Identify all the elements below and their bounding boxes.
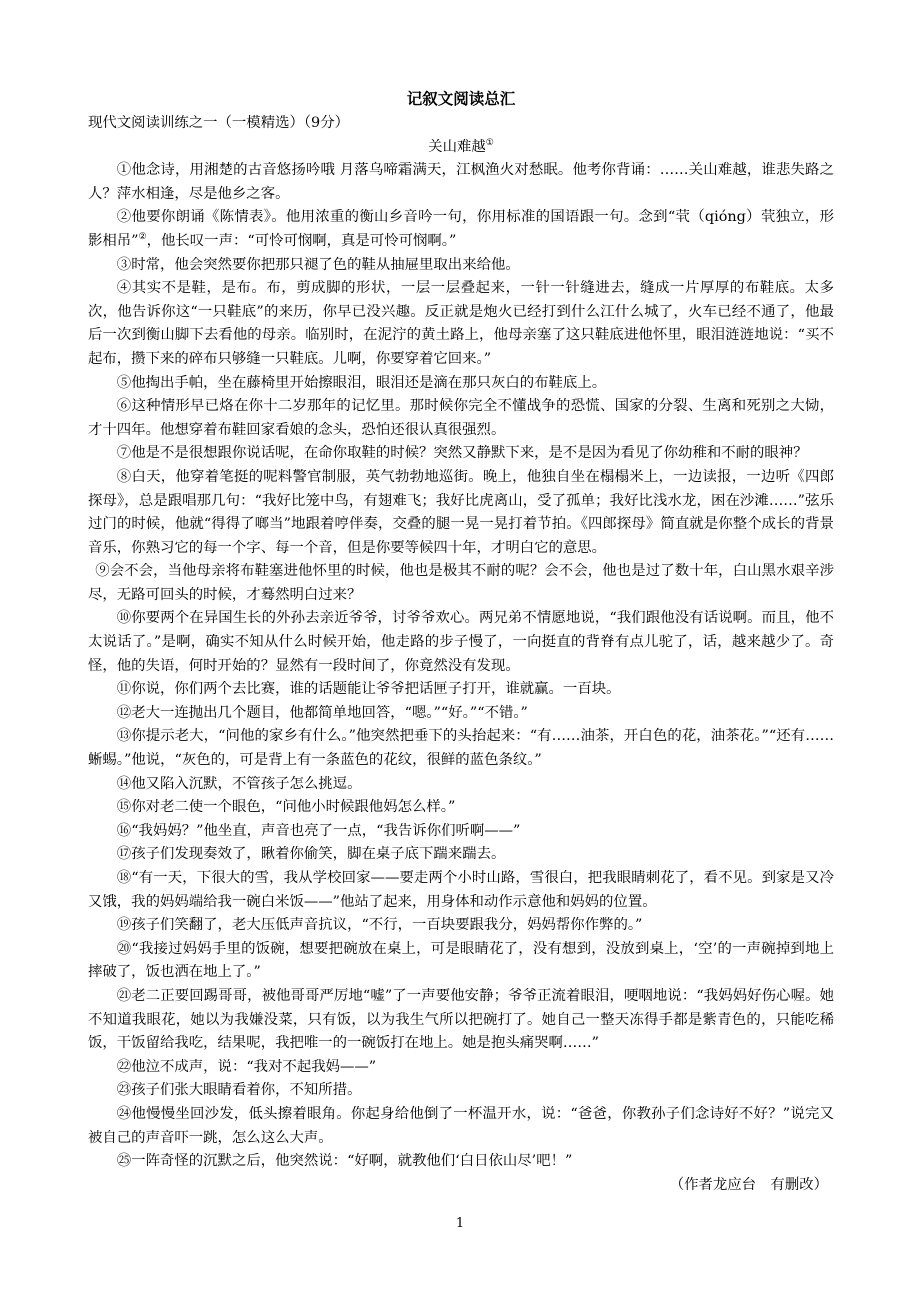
article-body xyxy=(88,159,834,1174)
article-title-text: 关山难越 xyxy=(428,138,486,155)
paragraph-number: ⑪ xyxy=(116,681,132,698)
paragraph-number: ㉔ xyxy=(116,1105,132,1122)
paragraph-text: 他掏出手帕，坐在藤椅里开始擦眼泪，眼泪还是滴在那只灰白的布鞋底上。 xyxy=(131,374,607,391)
paragraph-number: ⑭ xyxy=(116,775,132,792)
paragraph xyxy=(88,985,834,1056)
paragraph-number: ⑱ xyxy=(116,870,132,886)
paragraph-text: 他又陷入沉默，不管孩子怎么挑逗。 xyxy=(131,775,362,792)
article-title-footnote-mark: ① xyxy=(485,137,494,148)
paragraph-number: ⑰ xyxy=(116,846,132,863)
paragraph xyxy=(88,820,834,844)
footnote-mark: ② xyxy=(138,232,147,243)
paragraph xyxy=(88,607,834,678)
article-source: （作者龙应台 有删改） xyxy=(669,1176,828,1193)
page-number: 1 xyxy=(455,1216,465,1231)
paragraph-number: ⑫ xyxy=(116,704,132,721)
paragraph-number: ⑮ xyxy=(116,799,132,816)
document-title: 记叙文阅读总汇 xyxy=(406,89,516,108)
article-title xyxy=(88,136,834,160)
paragraph-number: ⑧ xyxy=(116,468,132,485)
paragraph-text: 孩子们张大眼睛看着你，不知所措。 xyxy=(131,1082,362,1099)
paragraph xyxy=(88,938,834,985)
paragraph-text: 他是不是很想跟你说话呢，在命你取鞋的时候？突然又静默下来，是不是因为看见了你幼稚和不耐的眼神？ xyxy=(131,445,808,462)
paragraph-text: 老大一连抛出几个题目，他都简单地回答，“嗯。”“好。”“不错。” xyxy=(131,704,528,721)
paragraph-number: ③ xyxy=(116,256,132,273)
paragraph-text: 你说，你们两个去比赛，谁的话题能让爷爷把话匣子打开，谁就赢。一百块。 xyxy=(131,681,621,698)
paragraph-number: ⑳ xyxy=(116,940,132,957)
paragraph xyxy=(88,1056,834,1080)
paragraph-number: ⑥ xyxy=(116,398,132,415)
exercise-subtitle: 现代文阅读训练之一（一模精选）（9分） xyxy=(88,115,349,131)
paragraph-text: 其实不是鞋，是布。布，剪成脚的形状，一层一层叠起来，一针一针缝进去，缝成一片厚厚的布鞋底。太多次，他告诉你这“一只鞋底”的来历，你早已没兴趣。反正就是炮火已经打到什么江什么城了，火车已经不通了，他最后一次到衡山脚下去看他的母亲。临别时，在泥泞的黄土路上，他母亲塞了这只鞋底进他怀里，眼泪涟涟地说：“买不起布，攒下来的碎布只够缝一只鞋底。儿啊，你要穿着它回来。” xyxy=(88,280,834,367)
paragraph xyxy=(88,914,834,938)
paragraph xyxy=(88,395,834,442)
paragraph-number: ⑨ xyxy=(95,563,110,580)
paragraph xyxy=(88,725,834,772)
paragraph-number: ㉓ xyxy=(116,1082,132,1099)
paragraph-text: 你提示老大，“问他的家乡有什么。”他突然把垂下的头抬起来：“有……油茶，开白色的花，油茶花。”“还有……蜥蜴。”他说，“灰色的，可是背上有一条蓝色的花纹，很鲜的蓝色条纹。” xyxy=(88,728,834,769)
paragraph xyxy=(88,843,834,867)
paragraph-text: 他念诗，用湘楚的古音悠扬吟哦 月落乌啼霜满天，江枫渔火对愁眠。他考你背诵：……关山难越，谁悲失路之人？萍水相逢，尽是他乡之客。 xyxy=(88,162,834,202)
paragraph-text: “有一天，下很大的雪，我从学校回家——要走两个小时山路，雪很白，把我眼睛刺花了，看不见。到家是又冷又饿，我的妈妈端给我一碗白米饭——”他站了起来，用身体和动作示意他和妈妈的位置。 xyxy=(88,870,834,910)
paragraph-number: ㉒ xyxy=(116,1058,132,1075)
paragraph-text-continued: ，他长叹一声：“可怜可悯啊，真是可怜可悯啊。” xyxy=(146,232,457,249)
paragraph xyxy=(88,678,834,702)
paragraph-number: ④ xyxy=(116,280,132,297)
paragraph xyxy=(88,159,834,206)
paragraph xyxy=(88,796,834,820)
paragraph-number: ② xyxy=(116,209,132,226)
paragraph xyxy=(88,277,834,371)
paragraph-text: 时常，他会突然要你把那只褪了色的鞋从抽屉里取出来给他。 xyxy=(131,256,520,273)
paragraph-text: 孩子们发现奏效了，瞅着你偷笑，脚在桌子底下踹来踹去。 xyxy=(131,846,506,863)
paragraph-text: 一阵奇怪的沉默之后，他突然说：“好啊，就教他们‘白日依山尽’吧！” xyxy=(131,1153,573,1170)
paragraph xyxy=(88,1079,834,1103)
paragraph-number: ⑦ xyxy=(116,445,132,462)
paragraph-text: “我接过妈妈手里的饭碗，想要把碗放在桌上，可是眼睛花了，没有想到，没放到桌上，‘空’的一声碗掉到地上摔破了，饭也洒在地上了。” xyxy=(88,940,834,981)
paragraph-number: ① xyxy=(116,162,132,179)
paragraph xyxy=(88,442,834,466)
paragraph xyxy=(88,1150,834,1174)
paragraph xyxy=(88,254,834,278)
paragraph-number: ㉕ xyxy=(116,1153,132,1170)
paragraph-text: 你对老二使一个眼色，“问他小时候跟他妈怎么样。” xyxy=(131,799,456,816)
paragraph-text: 这种情形早已烙在你十二岁那年的记忆里。那时候你完全不懂战争的恐慌、国家的分裂、生离和死别之大恸，才十四年。他想穿着布鞋回家看娘的念头，恐怕还很认真很强烈。 xyxy=(88,398,834,438)
paragraph-number: ⑲ xyxy=(116,917,132,934)
paragraph-text: 他泣不成声，说：“我对不起我妈——” xyxy=(131,1058,377,1075)
paragraph-number: ⑬ xyxy=(116,728,132,745)
paragraph xyxy=(88,372,834,396)
paragraph xyxy=(88,867,834,914)
paragraph xyxy=(88,206,834,253)
paragraph-text: 孩子们笑翻了，老大压低声音抗议，“不行，一百块要跟我分，妈妈帮你作弊的。” xyxy=(131,917,643,934)
paragraph-text: 他要你朗诵《陈情表》。他用浓重的衡山乡音吟一句，你用标准的国语跟一句。念到“茕（qióng）茕独立，形影相吊” xyxy=(88,209,834,249)
paragraph xyxy=(88,560,834,607)
paragraph xyxy=(88,702,834,726)
paragraph xyxy=(88,773,834,797)
paragraph-text: “我妈妈？”他坐直，声音也亮了一点，“我告诉你们听啊——” xyxy=(131,822,521,839)
paragraph xyxy=(88,466,834,560)
paragraph-number: ⑤ xyxy=(116,374,132,391)
paragraph-number: ㉑ xyxy=(116,987,132,1004)
paragraph-text: 会不会，当他母亲将布鞋塞进他怀里的时候，他也是极其不耐的呢？会不会，他也是过了数十年，白山黑水艰辛涉尽，无路可回头的时候，才蓦然明白过来？ xyxy=(88,563,834,603)
paragraph-text: 白天，他穿着笔挺的呢料警官制服，英气勃勃地巡街。晚上，他独自坐在榻榻米上，一边读报，一边听《四郎探母》，总是跟唱那几句：“我好比笼中鸟，有翅难飞；我好比虎离山，受了孤单；我好比浅水龙，困在沙滩……”弦乐过门的时候，他就“得得了啷当”地跟着哼伴奏，交叠的腿一晃一晃打着节拍。《四郎探母》简直就是你整个成长的背景音乐，你熟习它的每一个字、每一个音，但是你要等候四十年，才明白它的意思。 xyxy=(88,468,834,556)
paragraph-text: 他慢慢坐回沙发，低头擦着眼角。你起身给他倒了一杯温开水，说：“爸爸，你教孙子们念诗好不好？”说完又被自己的声音吓一跳，怎么这么大声。 xyxy=(88,1105,834,1146)
paragraph-number: ⑩ xyxy=(116,610,132,627)
paragraph-number: ⑯ xyxy=(116,822,132,839)
paragraph xyxy=(88,1103,834,1150)
paragraph-text: 你要两个在异国生长的外孙去亲近爷爷，讨爷爷欢心。两兄弟不情愿地说，“我们跟他没有话说啊。而且，他不太说话了。”是啊，确实不知从什么时候开始，他走路的步子慢了，一向挺直的背脊有点儿驼了，话，越来越少了。奇怪，他的失语，何时开始的？显然有一段时间了，你竟然没有发现。 xyxy=(88,610,834,674)
paragraph-text: 老二正要回踢哥哥，被他哥哥严厉地“嘘”了一声要他安静；爷爷正流着眼泪，哽咽地说：“我妈妈好伤心喔。她不知道我眼花，她以为我嫌没菜，只有饭，以为我生气所以把碗打了。她自己一整天冻得手都是紫青色的，只能吃稀饭，干饭留给我吃，结果呢，我把唯一的一碗饭打在地上。她是抱头痛哭啊……” xyxy=(88,987,834,1052)
